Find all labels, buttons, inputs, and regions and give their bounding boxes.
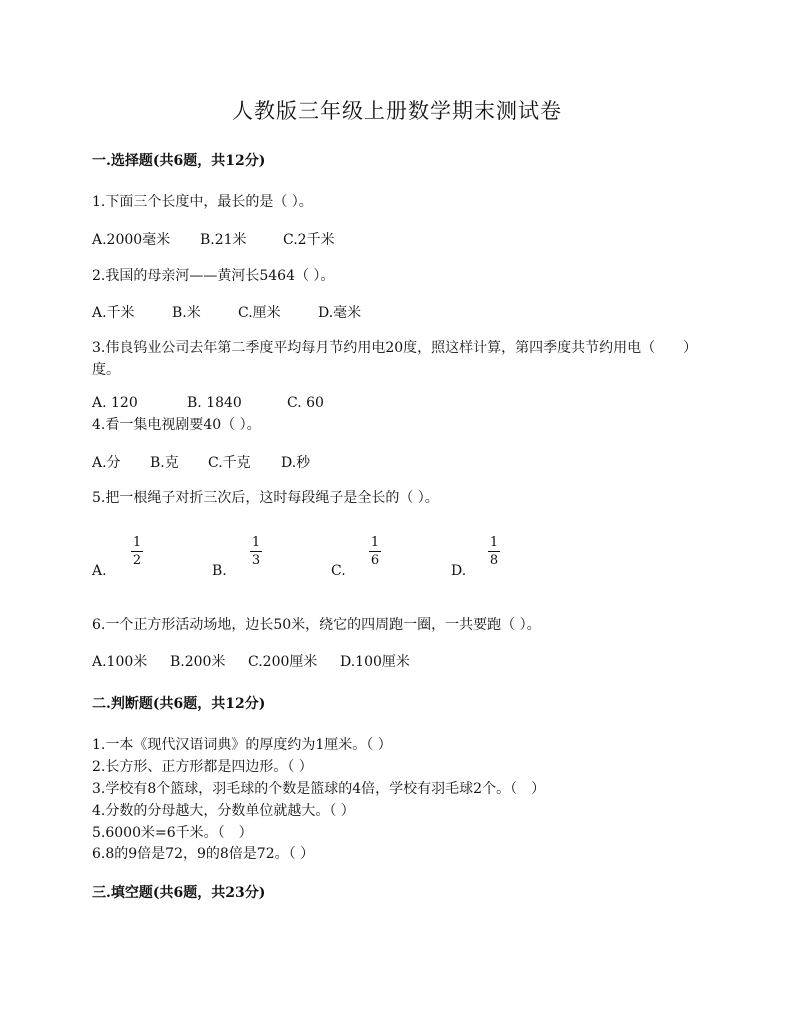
numerator: 1	[132, 535, 142, 550]
question-1: 1.下面三个长度中，最长的是（ ）。	[92, 194, 313, 210]
option-a-label: A.	[92, 563, 107, 579]
numerator: 1	[370, 535, 380, 550]
option-b: B.200米	[170, 654, 226, 670]
question-4: 4.看一集电视剧要40（ ）。	[92, 417, 261, 433]
option-c: C.2千米	[283, 232, 335, 248]
option-b: B.21米	[200, 232, 247, 248]
fraction-one-sixth	[367, 535, 383, 568]
question-3-options	[92, 395, 324, 411]
denominator: 6	[370, 553, 380, 568]
fraction-bar	[488, 551, 500, 552]
option-b-label: B.	[212, 563, 227, 579]
question-6-options	[92, 651, 410, 671]
option-d: D.100厘米	[340, 654, 410, 670]
option-b: B. 1840	[187, 395, 242, 411]
fraction-one-eighth	[486, 535, 502, 568]
option-c: C.厘米	[238, 305, 281, 321]
option-c: C.千克	[208, 455, 251, 471]
numerator: 1	[251, 535, 261, 550]
denominator: 3	[251, 553, 261, 568]
option-d-label: D.	[451, 563, 467, 579]
judge-item: 6.8的9倍是72，9的8倍是72。（ ）	[92, 846, 315, 862]
section-choice-heading: 一.选择题(共6题，共12分)	[92, 153, 266, 169]
question-5: 5.把一根绳子对折三次后，这时每段绳子是全长的（ ）。	[92, 490, 439, 506]
option-a: A.2000毫米	[92, 232, 171, 248]
judge-item: 3.学校有8个篮球，羽毛球的个数是篮球的4倍，学校有羽毛球2个。（ ）	[92, 781, 546, 797]
option-a: A.分	[92, 455, 121, 471]
option-a: A.千米	[92, 305, 135, 321]
page-title: 人教版三年级上册数学期末测试卷	[232, 99, 562, 123]
option-b: B.克	[150, 455, 179, 471]
fraction-bar	[131, 551, 143, 552]
option-c: C.200厘米	[248, 654, 318, 670]
section-fill-heading: 三.填空题(共6题，共23分)	[92, 885, 266, 901]
judge-item: 5.6000米=6千米。（ ）	[92, 825, 253, 841]
question-6: 6.一个正方形活动场地，边长50米，绕它的四周跑一圈，一共要跑（ ）。	[92, 617, 541, 633]
fraction-one-third	[248, 535, 264, 568]
fraction-bar	[369, 551, 381, 552]
question-1-options	[92, 229, 335, 249]
fraction-bar	[250, 551, 262, 552]
numerator: 1	[489, 535, 499, 550]
fraction-one-half	[129, 535, 145, 568]
option-c: C. 60	[287, 395, 324, 411]
option-b: B.米	[172, 305, 201, 321]
option-c-label: C.	[331, 563, 346, 579]
question-3: 3.伟良钨业公司去年第二季度平均每月节约用电20度，照这样计算，第四季度共节约用电（ ）度。	[92, 340, 698, 378]
question-2: 2.我国的母亲河——黄河长5464（ ）。	[92, 268, 335, 284]
option-d: D.毫米	[318, 305, 362, 321]
section-judge-heading: 二.判断题(共6题，共12分)	[92, 696, 266, 712]
denominator: 8	[489, 553, 499, 568]
question-2-options	[92, 302, 361, 322]
option-a: A. 120	[92, 395, 138, 411]
judge-item: 2.长方形、正方形都是四边形。（ ）	[92, 759, 313, 775]
judge-item: 4.分数的分母越大，分数单位就越大。（ ）	[92, 803, 355, 819]
option-a: A.100米	[92, 654, 148, 670]
option-d: D.秒	[281, 455, 311, 471]
question-4-options	[92, 452, 310, 472]
judge-item: 1.一本《现代汉语词典》的厚度约为1厘米。（ ）	[92, 737, 392, 753]
denominator: 2	[132, 553, 142, 568]
